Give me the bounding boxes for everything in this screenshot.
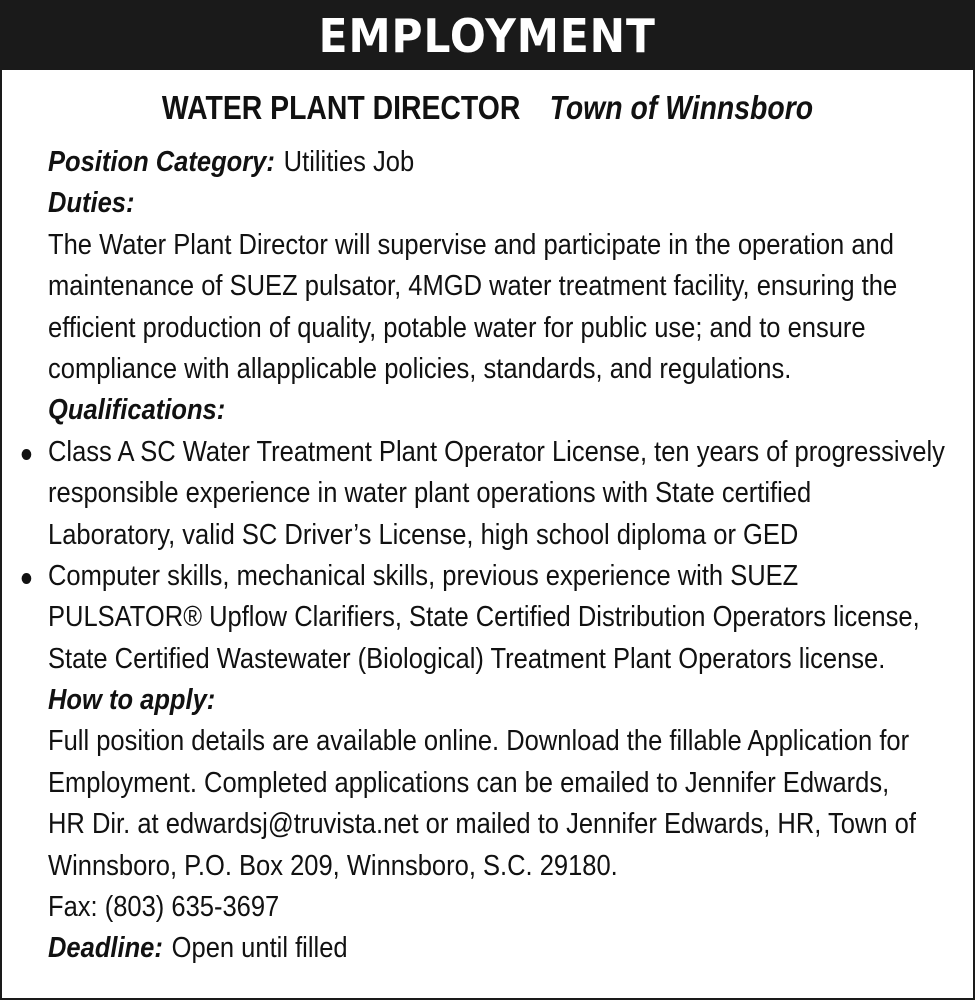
duties-line: maintenance of SUEZ pulsator, 4MGD water treatment facility, ensuring the — [48, 270, 898, 303]
how-to-apply-line: Winnsboro, P.O. Box 209, Winnsboro, S.C. 29180. — [48, 849, 618, 882]
qualification-line: Computer skills, mechanical skills, previous experience with SUEZ — [48, 559, 799, 592]
duties-heading — [48, 183, 937, 224]
deadline-value: Open until filled — [171, 932, 348, 965]
how-to-apply-label: How to apply: — [48, 684, 216, 717]
qualification-line: PULSATOR® Upflow Clarifiers, State Certified Distribution Operators license, — [48, 601, 920, 634]
how-to-apply-line: Employment. Completed applications can be emailed to Jennifer Edwards, — [48, 766, 890, 799]
bullet-icon — [22, 449, 32, 460]
position-category-value: Utilities Job — [283, 146, 415, 178]
how-to-apply-line: HR Dir. at edwardsj@truvista.net or mailed to Jennifer Edwards, HR, Town of — [48, 808, 916, 841]
section-banner — [2, 2, 973, 70]
position-category — [48, 142, 937, 183]
qualifications-label: Qualifications: — [48, 394, 226, 427]
deadline — [48, 928, 937, 969]
duties-label: Duties: — [48, 187, 135, 220]
qualification-item — [48, 432, 945, 556]
banner-title: EMPLOYMENT — [318, 9, 657, 63]
ad-body — [48, 142, 945, 970]
employer-name: Town of Winnsboro — [549, 89, 814, 126]
duties-line: The Water Plant Director will supervise and participate in the operation and — [48, 228, 894, 261]
bullet-icon — [22, 573, 32, 584]
how-to-apply-line: Full position details are available online. Download the fillable Application for — [48, 725, 910, 758]
qualification-line: responsible experience in water plant operations with State certified — [48, 477, 812, 510]
qualification-line: Laboratory, valid SC Driver’s License, high school diploma or GED — [48, 518, 799, 551]
duties-line: efficient production of quality, potable water for public use; and to ensure — [48, 311, 866, 344]
how-to-apply-heading — [48, 680, 937, 721]
deadline-label: Deadline: — [48, 932, 163, 965]
job-title: WATER PLANT DIRECTOR — [161, 89, 521, 126]
qualification-item — [48, 556, 937, 680]
qualifications-heading — [48, 390, 937, 431]
position-category-label: Position Category: — [48, 146, 275, 178]
fax-number: Fax: (803) 635-3697 — [48, 891, 280, 924]
duties-line: compliance with allapplicable policies, standards, and regulations. — [48, 352, 792, 385]
qualification-line: State Certified Wastewater (Biological) Treatment Plant Operators license. — [48, 642, 886, 675]
job-headline — [70, 86, 905, 130]
qualification-line: Class A SC Water Treatment Plant Operator License, ten years of progressively — [48, 435, 945, 468]
